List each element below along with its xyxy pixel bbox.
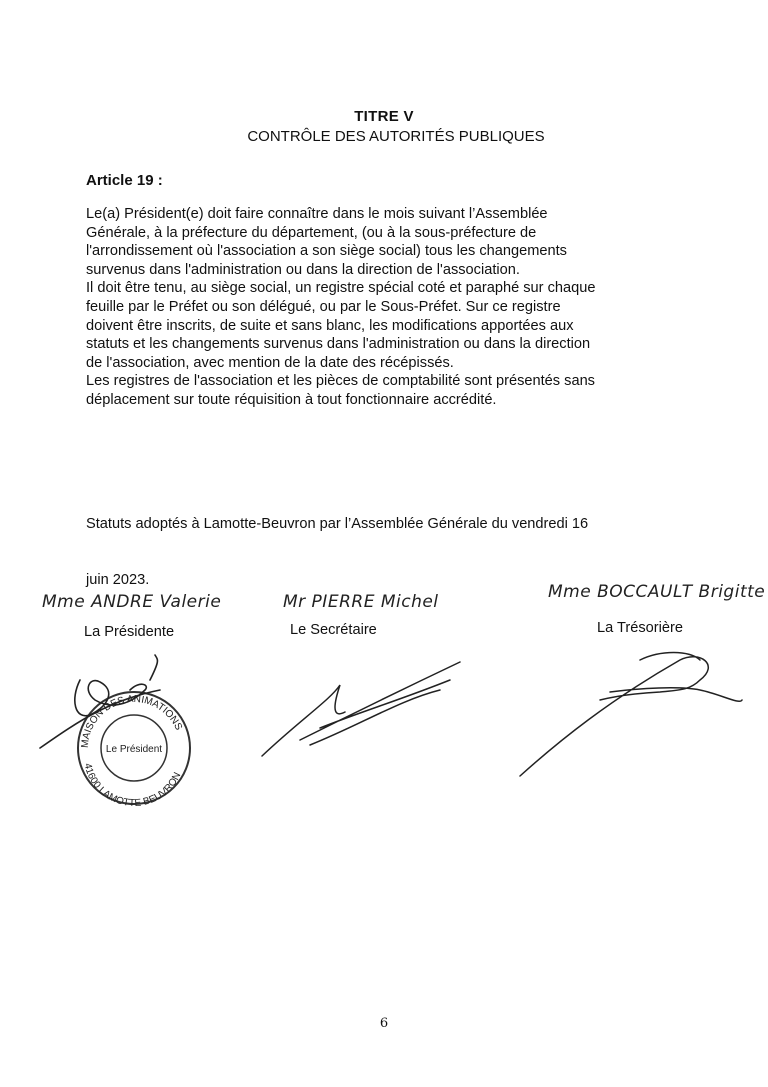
section-title: TITRE V	[354, 108, 414, 125]
article-line: déplacement sur toute réquisition à tout fonctionnaire accrédité.	[86, 391, 497, 408]
treasurer-role: La Trésorière	[597, 620, 683, 636]
secretary-role: Le Secrétaire	[290, 622, 377, 638]
secretary-handwritten-name: Mr PIERRE Michel	[283, 592, 439, 612]
article-line: survenus dans l'administration ou dans la direction de l'association.	[86, 261, 520, 278]
article-line: Il doit être tenu, au siège social, un registre spécial coté et paraphé sur chaque	[86, 280, 596, 297]
stamp-outer-text: MAISON DES ANIMATIONS	[79, 693, 184, 749]
article-line: statuts et les changements survenus dans l'administration ou dans la direction	[86, 336, 591, 353]
section-subtitle: CONTRÔLE DES AUTORITÉS PUBLIQUES	[247, 128, 545, 145]
article-line: l'arrondissement où l'association a son siège social) tous les changements	[86, 243, 567, 260]
president-handwritten-name: Mme ANDRE Valerie	[42, 592, 222, 612]
article-line: Générale, à la préfecture du département, (ou à la sous-préfecture de	[86, 224, 537, 241]
page-number: 6	[379, 1016, 389, 1031]
article-line: Les registres de l'association et les pièces de comptabilité sont présentés sans	[86, 373, 595, 390]
adoption-line: juin 2023.	[86, 571, 150, 588]
article-line: Le(a) Président(e) doit faire connaître dans le mois suivant l’Assemblée	[86, 206, 548, 222]
article-line: feuille par le Préfet ou son délégué, ou par le Sous-Préfet. Sur ce registre	[86, 298, 561, 315]
president-role: La Présidente	[84, 624, 175, 640]
article-line: doivent être inscrits, de suite et sans blanc, les modifications apportées aux	[86, 317, 574, 334]
adoption-line: Statuts adoptés à Lamotte-Beuvron par l’Assemblée Générale du vendredi 16	[86, 516, 589, 533]
article-line: de l'association, avec mention de la date des récépissés.	[86, 354, 454, 371]
stamp-bottom-text: 41600 LAMOTTE BEUVRON	[81, 762, 184, 810]
stamp-center-text: Le Président	[105, 744, 163, 755]
article-label: Article 19 :	[86, 172, 163, 189]
treasurer-handwritten-name: Mme BOCCAULT Brigitte	[548, 582, 766, 602]
